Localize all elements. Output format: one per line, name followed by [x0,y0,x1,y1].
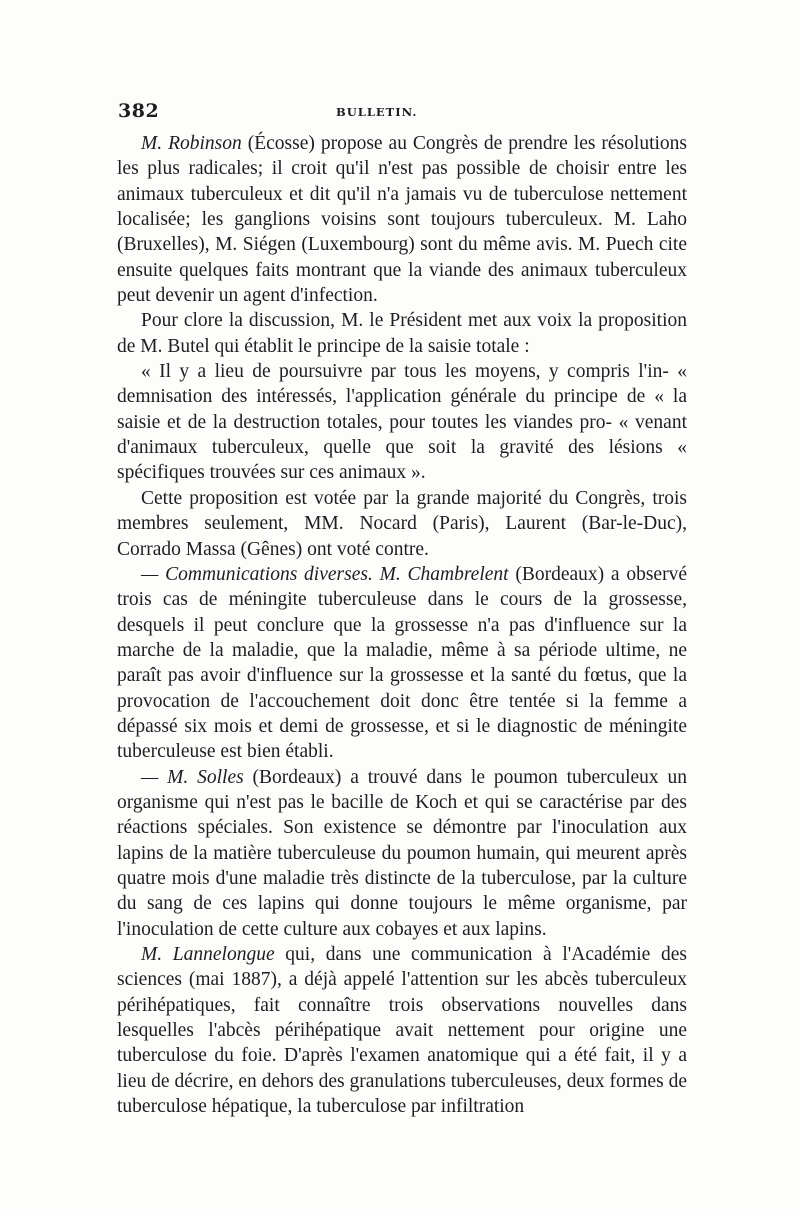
paragraph [117,765,687,942]
speaker-name: — Communications diverses. M. Chambrelent [141,563,509,585]
paragraph-text: (Écosse) propose au Congrès de prendre les résolutions les plus radicales; il croit qu'il n'est pas possible de choisir entre les animaux tuberculeux et dit qu'il n'a jamais vu de tuberculose nettement localisée; les ganglions voisins sont toujours tuberculeux. M. Laho (Bruxelles), M. Siégen (Luxembourg) sont du même avis. M. Puech cite ensuite quelques faits montrant que la viande des animaux tuberculeux peut devenir un agent d'infection. [117,133,687,307]
speaker-name: M. Robinson [141,133,242,154]
paragraph [117,131,687,308]
paragraph [117,942,687,1119]
running-head: BULLETIN. [336,105,418,119]
paragraph-text: Pour clore la discussion, M. le Président met aux voix la proposition de M. Butel qui établit le principe de la saisie totale : [117,310,687,357]
quotation [117,359,687,486]
paragraph-text: « Il y a lieu de poursuivre par tous les moyens, y compris l'in- « demnisation des intéressés, l'application générale du principe de « la saisie et de la destruction totales, pour toutes les viandes pro- « venant d'animaux tuberculeux, quelle que soit la gravité des lésions « spécifiques trouvées sur ces animaux ». [117,361,687,484]
paragraph-text: qui, dans une communication à l'Académie des sciences (mai 1887), a déjà appelé l'attention sur les abcès tuberculeux périhépatiques, fait connaître trois observations nouvelles dans lesquelles l'abcès périhépatique avait nettement pour origine une tuberculose du foie. D'après l'examen anatomique qui a été fait, il y a lieu de décrire, en dehors des granulations tuberculeuses, deux formes de tuberculose hépatique, la tuberculose par infiltration [117,944,687,1118]
speaker-name: — M. Solles [141,766,244,788]
paragraph-text: (Bordeaux) a observé trois cas de méningite tuberculeuse dans le cours de la grossesse, desquels il peut conclure que la grossesse n'a pas d'influence sur la marche de la maladie, que la maladie, même à sa période ultime, ne paraît pas avoir d'influence sur la grossesse et la santé du fœtus, que la provocation de l'accouchement doit donc être tentée si la femme a dépassé six mois et demi de grossesse, et si le diagnostic de méningite tuberculeuse est bien établi. [117,563,687,763]
body-text [117,131,687,1119]
page-number: 382 [118,100,160,122]
paragraph [117,486,687,562]
paragraph [117,562,687,765]
speaker-name: M. Lannelongue [141,944,275,965]
paragraph-text: Cette proposition est votée par la grande majorité du Congrès, trois membres seulement, MM. Nocard (Paris), Laurent (Bar-le-Duc), Corrado Massa (Gênes) ont voté contre. [117,487,687,560]
paragraph-text: (Bordeaux) a trouvé dans le poumon tuberculeux un organisme qui n'est pas le bacille de Koch et qui se caractérise par des réactions spéciales. Son existence se démontre par l'inoculation aux lapins de la matière tuberculeuse du poumon humain, qui meurent après quatre mois d'une maladie très distincte de la tuberculose, par la culture du sang de ces lapins qui donne toujours le même organisme, par l'inoculation de cette culture aux cobayes et aux lapins. [117,766,687,940]
paragraph [117,308,687,359]
page-header [118,100,686,124]
